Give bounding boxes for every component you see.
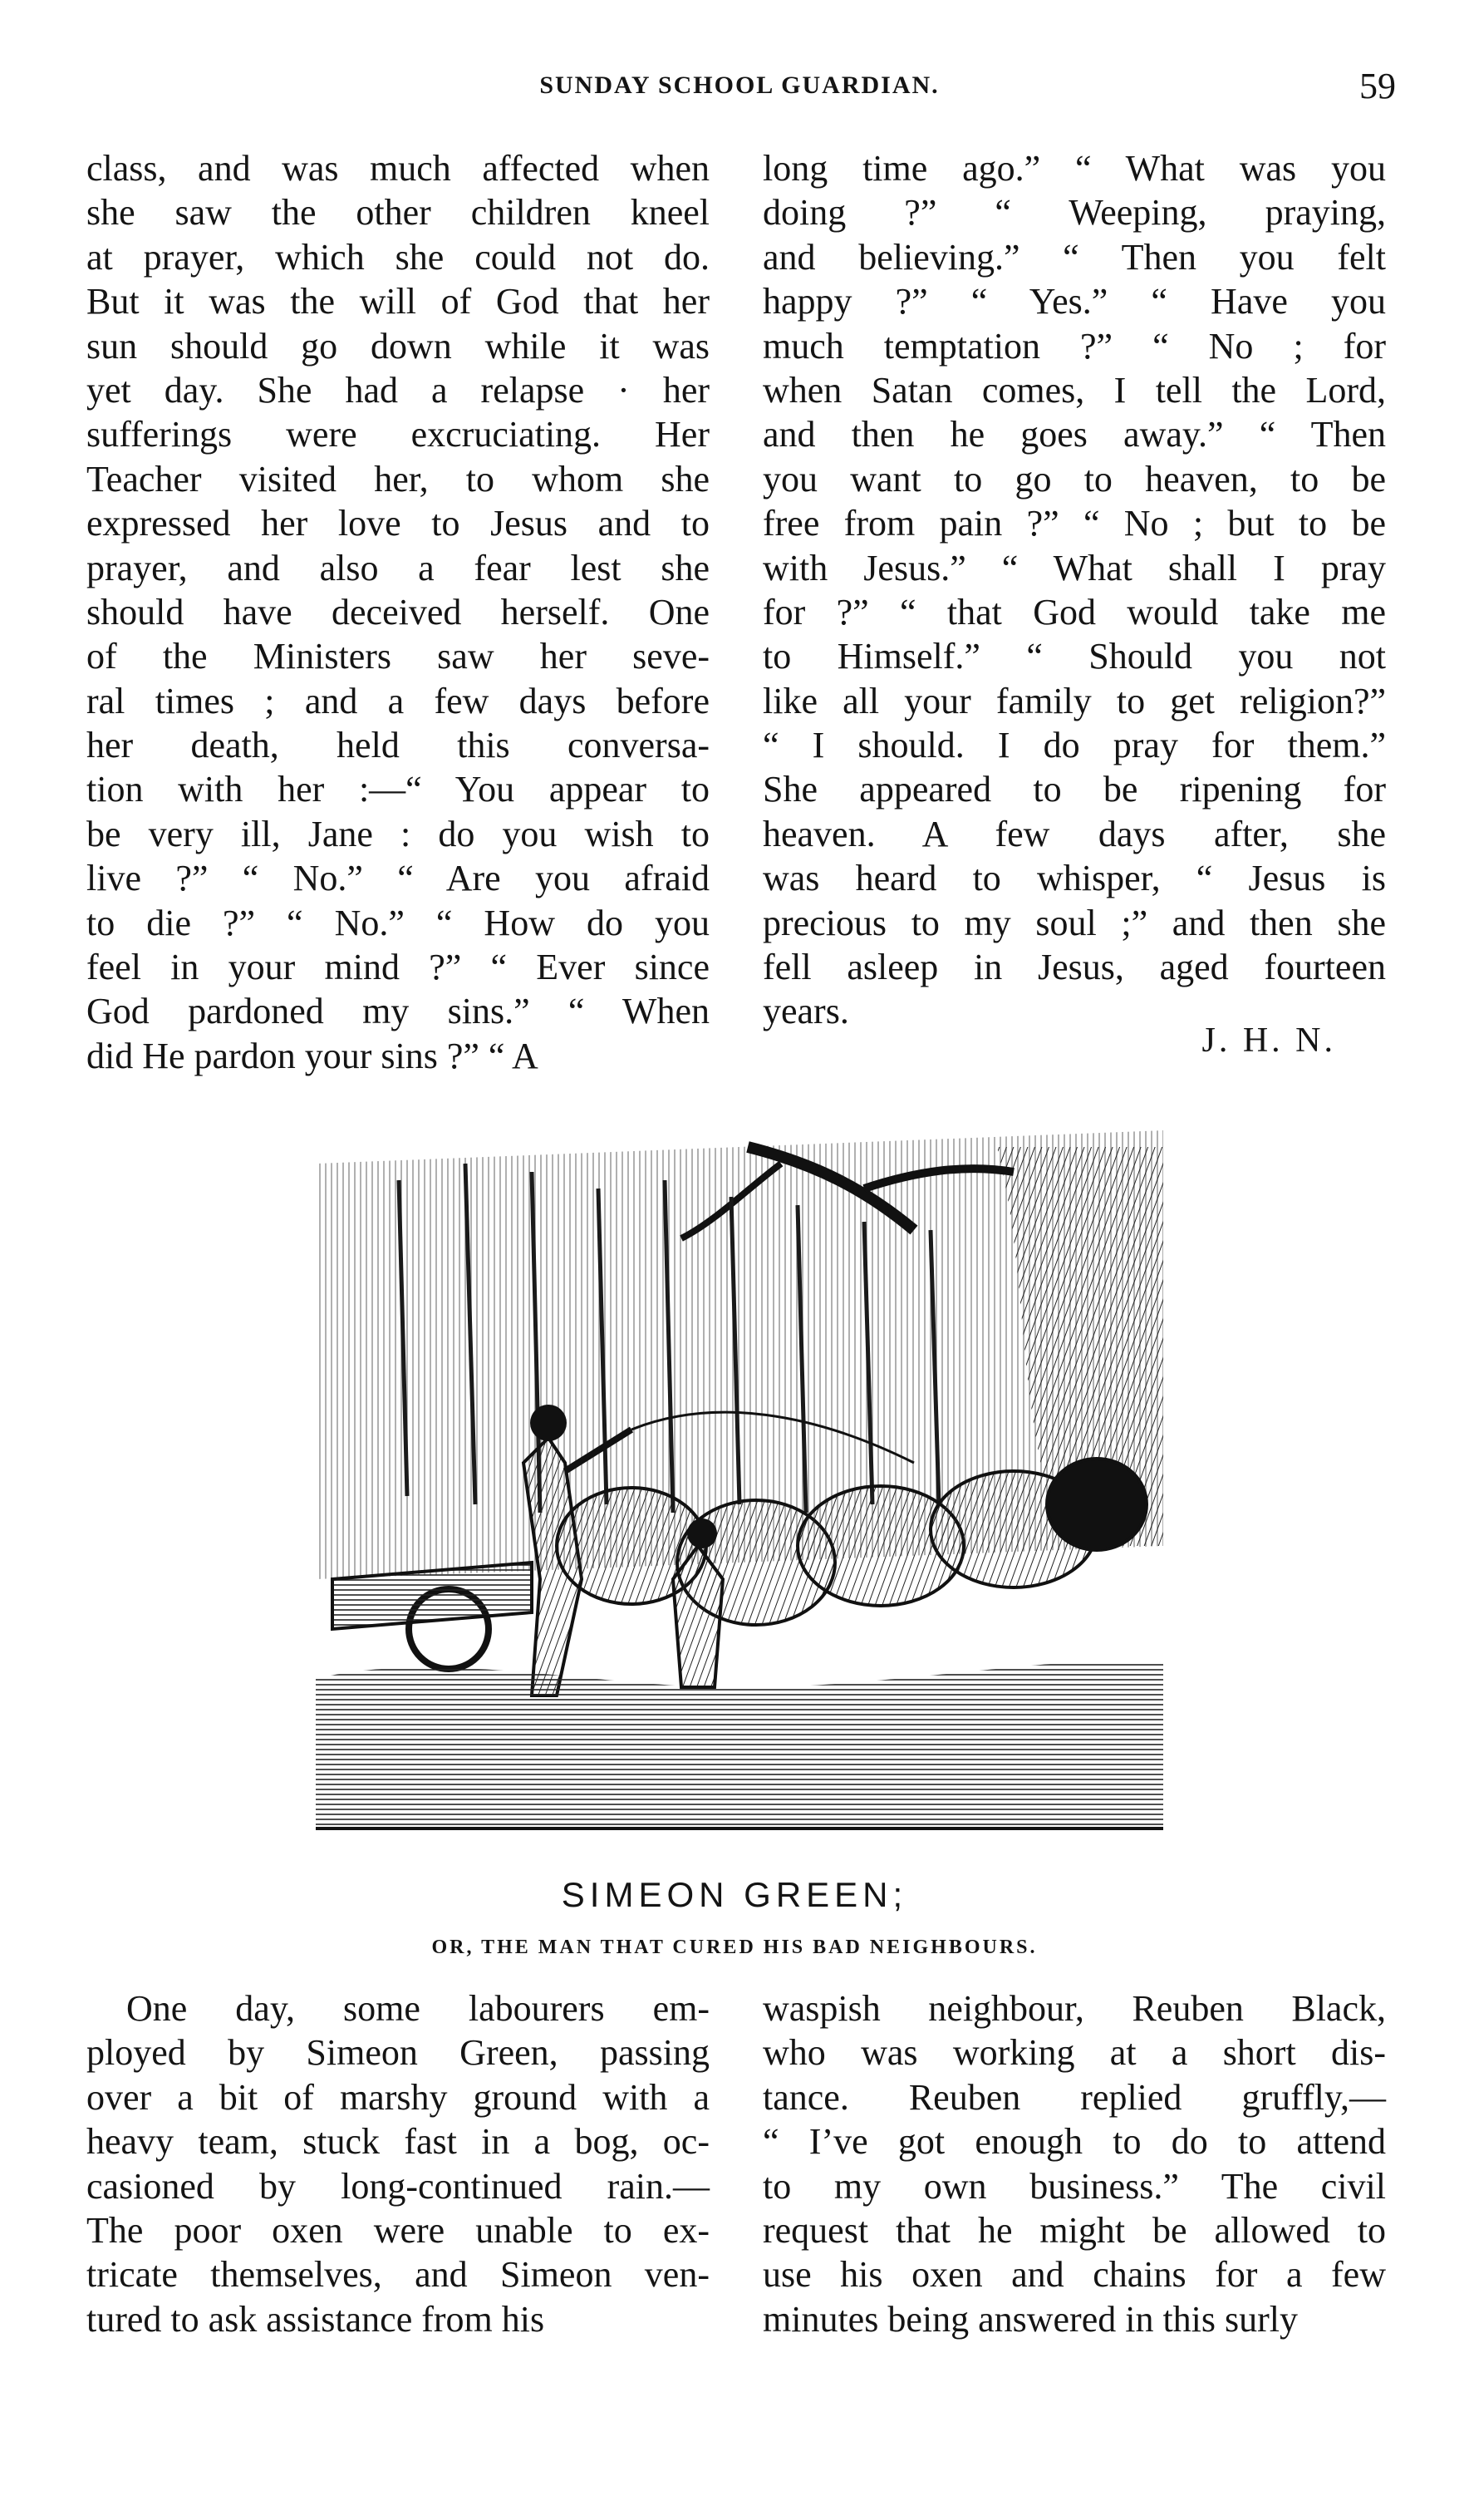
text-line: years. [763,991,849,1032]
text-line: did He pardon your sins ?” “ A [86,1035,538,1076]
woodcut-oxen-team-in-bog-icon [282,1114,1180,1845]
text-line: fell asleep in Jesus, aged fourteen [763,947,1386,988]
running-title: SUNDAY SCHOOL GUARDIAN. [539,71,940,99]
text-line: should have deceived herself. One [86,591,710,632]
text-line: prayer, and also a fear lest she [86,547,710,588]
text-line: to die ?” “ No.” “ How do you [86,902,710,943]
text-line: like all your family to get religion?” [763,680,1386,721]
text-line: you want to go to heaven, to be [763,458,1386,500]
text-line: happy ?” “ Yes.” “ Have you [763,281,1386,322]
text-line: One day, some labourers em- [126,1988,710,2029]
text-line: and believing.” “ Then you felt [763,236,1386,278]
text-line: Teacher visited her, to whom she [86,458,710,500]
text-line: yet day. She had a relapse · her [86,369,710,411]
text-line: who was working at a short dis- [763,2032,1386,2074]
text-line: doing ?” “ Weeping, praying, [763,192,1386,234]
text-line: request that he might be allowed to [763,2209,1386,2251]
text-line: minutes being answered in this surly [763,2298,1299,2340]
text-line: God pardoned my sins.” “ When [86,991,710,1032]
text-line: when Satan comes, I tell the Lord, [763,369,1386,411]
text-line: precious to my soul ;” and then she [763,902,1386,943]
page-number: 59 [1359,66,1396,106]
text-line: “ I’ve got enough to do to attend [763,2121,1386,2163]
text-line: tance. Reuben replied gruffly,— [763,2076,1386,2118]
text-line: tricate themselves, and Simeon ven- [86,2254,710,2296]
story-title: SIMEON GREEN; [561,1875,908,1914]
text-line: at prayer, which she could not do. [86,236,710,278]
text-line: sufferings were excruciating. Her [86,414,710,455]
article-column-left [86,146,710,1078]
text-line: long time ago.” “ What was you [763,148,1386,189]
text-line: The poor oxen were unable to ex- [86,2209,710,2251]
text-line: ral times ; and a few days before [86,680,710,721]
story-column-left [86,1986,710,2341]
text-line: feel in your mind ?” “ Ever since [86,947,710,988]
text-line: ployed by Simeon Green, passing [86,2032,710,2074]
text-line: be very ill, Jane : do you wish to [86,813,710,854]
text-line: live ?” “ No.” “ Are you afraid [86,858,710,899]
text-line: much temptation ?” “ No ; for [763,325,1386,367]
text-line: use his oxen and chains for a few [763,2254,1386,2296]
text-line: heavy team, stuck fast in a bog, oc- [86,2121,710,2163]
story-subtitle: OR, THE MAN THAT CURED HIS BAD NEIGHBOURS. [431,1937,1038,1958]
text-line: to my own business.” The civil [763,2165,1386,2207]
text-line: “ I should. I do pray for them.” [763,725,1386,766]
text-line: with Jesus.” “ What shall I pray [763,547,1386,588]
text-line: of the Ministers saw her seve- [86,636,710,677]
text-line: waspish neighbour, Reuben Black, [763,1988,1386,2029]
text-line: to Himself.” “ Should you not [763,636,1386,677]
text-line: free from pain ?” “ No ; but to be [763,503,1386,544]
text-line: heaven. A few days after, she [763,813,1386,854]
text-line: She appeared to be ripening for [763,769,1386,810]
text-line: But it was the will of God that her [86,281,710,322]
text-line: expressed her love to Jesus and to [86,503,710,544]
article-column-right [763,146,1386,1034]
text-line: class, and was much affected when [86,148,710,189]
text-line: for ?” “ that God would take me [763,591,1386,632]
text-line: tion with her :—“ You appear to [86,769,710,810]
text-line: and then he goes away.” “ Then [763,414,1386,455]
text-line: casioned by long-continued rain.— [86,2165,710,2207]
story-column-right [763,1986,1386,2341]
text-line: tured to ask assistance from his [86,2298,545,2340]
text-line: sun should go down while it was [86,325,710,367]
text-line: she saw the other children kneel [86,192,710,234]
page-header [83,65,1396,115]
signature: J. H. N. [1201,1021,1336,1060]
text-line: over a bit of marshy ground with a [86,2076,710,2118]
text-line: her death, held this conversa- [86,725,710,766]
text-line: was heard to whisper, “ Jesus is [763,858,1386,899]
